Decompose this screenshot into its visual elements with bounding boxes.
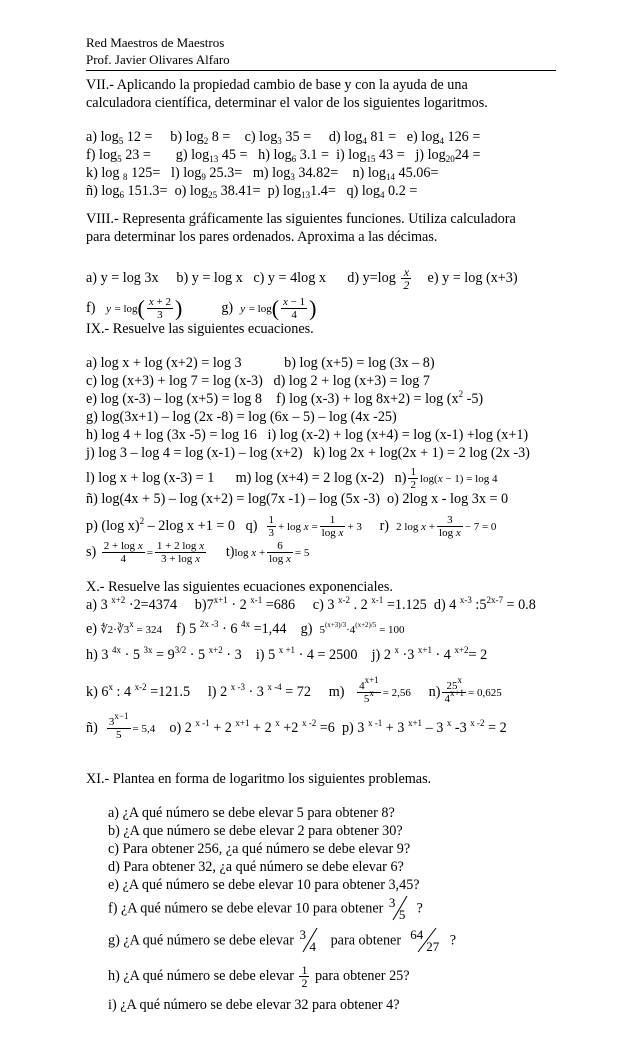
section-9-row-3: e) log (x-3) – log (x+5) = log 8 f) $\log (x-3) + \log 8x+2) = \log (x^2$ -5) <box>86 389 484 407</box>
header-line-1: Red Maestros de Maestros <box>86 35 225 50</box>
section-7-row-4: ñ) $\log_6 151.3= o$) $\log_{25} 38.41= p$) $\log_{13}1.4= q$) $\log_4 0.2$ = <box>86 183 418 200</box>
section-10-row-2: e) $∜2\cdot∛3^x = 324$ f) 5 $^{2x -3}$ · 6 $^{4x}$ =1,44 g) $5^{(x+3)/3}\cdot 4^{(x+2)/5} = 100$ <box>86 619 405 637</box>
section-10-row-3: h) 3 $^{4x}$ · 5 $^{3x} = 9^{3/2} \cdot 5$ $^{x+2}$ · 3 i) 5 $^{x +1}$ · 4 = 2500 j) 2 $^x$ ·3 $^{x+1}$ · 4 $^{x+2}$= 2 <box>86 645 488 663</box>
item-g-mid: para obtener <box>330 932 402 949</box>
section-8-row-1: a) y = log 3x b) y = log x c) y = 4log x d) y=log $\frac{x}{2}$ e) y = log (x+3) <box>86 265 518 292</box>
section-10-row-1: a) 3 $^{x+2}$ ·2=4374 $b)7^{x+1} \cdot 2$ $^{x-1}$ =686 c) 3 $^{x-2}$ . 2 $^{x-1}$ =1.125 d) 4 $^{x-3}$ $:5^{2x-7} = 0.8$ <box>86 595 536 613</box>
section-11-item-d: d) Para obtener 32, ¿a qué número se debe elevar 6? <box>108 859 404 875</box>
header-divider <box>86 70 556 71</box>
section-8-title-1: VIII.- Representa gráficamente las siguientes funciones. Utiliza calculadora <box>86 211 516 227</box>
section-11-item-e: e) ¿A qué número se debe elevar 10 para obtener 3,45? <box>108 877 420 893</box>
section-11-title: XI.- Plantea en forma de logaritmo los siguientes problemas. <box>86 771 432 787</box>
item-h-end: para obtener 25? <box>315 967 410 984</box>
section-9-row-9: p) (log x)$^2$ – 2log x +1 = 0 q) $\frac{1}{3}$ + log x = $\frac{1}{\text{log x}}$ + 3 r) 2 log x + $\frac{3}{\text{log x}}$ − 7 = 0 <box>86 514 497 539</box>
item-g-text: g) ¿A qué número se debe elevar <box>108 932 294 949</box>
section-11-item-g: g) ¿A qué número se debe elevar 3 4 para obtener 64 27 ? <box>108 927 457 954</box>
section-11-item-f: f) ¿A qué número se debe elevar 10 para obtener 3 5 ? <box>108 895 423 922</box>
section-10-row-4: k) 6$^x$ : 4 $^{x-2}$ =121.5 l) 2 $^{x -3}$ · 3 $^{x -4}$ = 72 m) $\frac{4^{x+1}}{5^x}$ = 2,56 n) $\frac{25^x}{4^{x+1}}$ = 0,625 <box>86 675 502 705</box>
section-9-row-8: ñ) log(4x + 5) – log (x+2) = log(7x -1) – log (5x -3) o) 2log x - log 3x = 0 <box>86 491 509 507</box>
section-11-item-c: c) Para obtener 256, ¿a qué número se debe elevar 9? <box>108 841 411 857</box>
section-11-item-b: b) ¿A que número se debe elevar 2 para obtener 30? <box>108 823 403 839</box>
section-9-row-1: a) log x + log (x+2) = log 3 b) log (x+5) = log (3x – 8) <box>86 355 435 371</box>
section-10-title: X.- Resuelve las siguientes ecuaciones exponenciales. <box>86 579 393 595</box>
section-9-row-4: g) log(3x+1) – log (2x -8) = log (6x – 5) – log (4x -25) <box>86 409 397 425</box>
header <box>86 34 626 68</box>
header-line-2: Prof. Javier Olivares Alfaro <box>86 52 230 67</box>
section-9-row-6: j) log 3 – log 4 = log (x-1) – log (x+2) k) log 2x + log(2x + 1) = 2 log (2x -3) <box>86 445 530 461</box>
section-11-item-a: a) ¿A qué número se debe elevar 5 para obtener 8? <box>108 805 395 821</box>
fraction-64-27: 64 27 <box>410 927 440 954</box>
section-7-row-2: f) $\log_5 23$ = g) $\log_{13} 45 = h$) $\log_6 3.1 = i$) $\log_{15} 43 = j$) $\log_{20}24$ = <box>86 147 481 164</box>
section-9-row-2: c) log (x+3) + log 7 = log (x-3) d) log 2 + log (x+3) = log 7 <box>86 373 430 389</box>
section-8-row-2: f) y = log( $\frac{x + 2}{3}$ ) g) y = log( $\frac{x - 1}{4}$ ) <box>86 295 317 321</box>
section-9-row-7: l) log x + log (x-3) = 1 m) log (x+4) = 2 log (x-2) n) $\frac{1}{2}$ log(x − 1) = log 4 <box>86 466 498 491</box>
section-10-row-5: ñ) $\frac{3^{x-1}}{5}$ = 5,4 o) 2 $^{x -1}$ + 2 $^{x+1}$ + 2 $^x$ +2 $^{x -2}$ =6 p) 3 $^{x -1}$ + 3 $^{x+1}$ – 3 $^x$ -3 $^{x -2}$ = 2 <box>86 711 507 741</box>
section-7-row-1: a) $\log_5 12$ = b) $\log_2 8$ = c) $\log_3 35$ = d) $\log_4 81 = e$) $\log_4 126$ = <box>86 129 481 146</box>
section-11-item-i: i) ¿A qué número se debe elevar 32 para obtener 4? <box>108 997 400 1013</box>
fraction-3-4: 3 4 <box>299 927 316 954</box>
section-7-title-1: VII.- Aplicando la propiedad cambio de base y con la ayuda de una <box>86 77 468 93</box>
section-7-title-2: calculadora científica, determinar el valor de los siguientes logaritmos. <box>86 95 488 111</box>
section-8-title-2: para determinar los pares ordenados. Aproxima a las décimas. <box>86 229 438 245</box>
section-9-title: IX.- Resuelve las siguientes ecuaciones. <box>86 321 314 337</box>
section-7-row-3: k) log $_8$ 125= l) $\log_9 25.3= m$) $\log_3 34.82=$ n) $\log_{14} 45.06=$ <box>86 165 439 182</box>
item-f-text: f) ¿A qué número se debe elevar 10 para obtener <box>108 900 384 917</box>
fraction-3-5: 3 5 <box>388 895 406 922</box>
section-11-item-h: h) ¿A qué número se debe elevar $\frac{1}{2}$ para obtener 25? <box>108 963 410 990</box>
section-9-row-5: h) log 4 + log (3x -5) = log 16 i) log (x-2) + log (x+4) = log (x-1) +log (x+1) <box>86 427 529 443</box>
item-h-text: h) ¿A qué número se debe elevar <box>108 967 294 984</box>
section-9-row-10: s) $\frac{\text{2 + log x}}{4}$ = $\frac{\text{1 + 2 log x}}{\text{3 + log x}}$ t)log x + $\frac{6}{\text{log x}}$ = 5 <box>86 540 310 565</box>
